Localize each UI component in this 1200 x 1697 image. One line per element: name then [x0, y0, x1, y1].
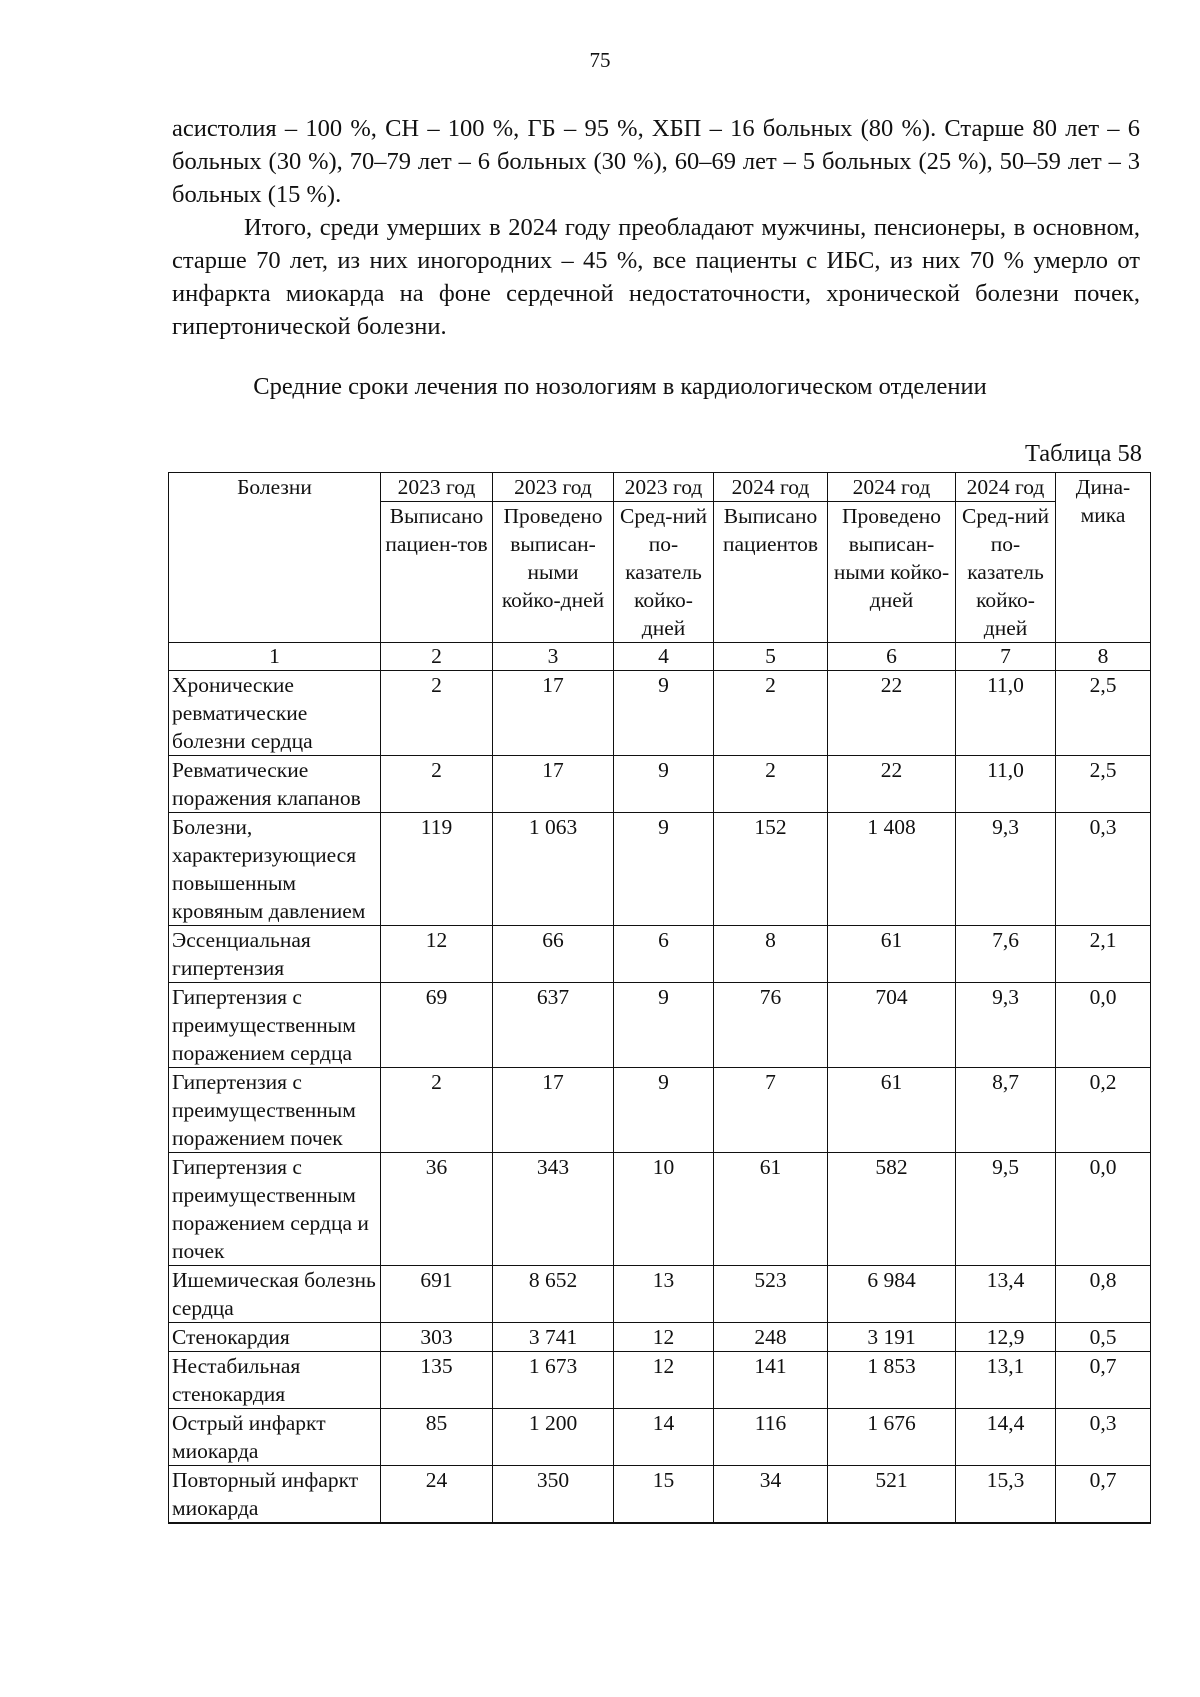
table-cell-c2: 24 [381, 1466, 493, 1524]
table-cell-c4: 6 [614, 926, 714, 983]
table-cell-c2: 2 [381, 671, 493, 756]
table-cell-c2: 2 [381, 756, 493, 813]
table-cell-c2: 85 [381, 1409, 493, 1466]
header-year: 2023 год [381, 473, 493, 502]
table-row [169, 1068, 1151, 1153]
table-cell-c3: 637 [493, 983, 614, 1068]
table-cell-c3: 66 [493, 926, 614, 983]
table-cell-c7: 11,0 [956, 756, 1056, 813]
table-cell-c2: 135 [381, 1352, 493, 1409]
table-cell-c7: 14,4 [956, 1409, 1056, 1466]
table-cell-c5: 34 [714, 1466, 828, 1524]
table-row [169, 1466, 1151, 1524]
table-cell-c2: 303 [381, 1323, 493, 1352]
table-title: Средние сроки лечения по нозологиям в кардиологическом отделении [253, 373, 987, 400]
table-cell-c7: 9,3 [956, 813, 1056, 926]
table-cell-c4: 9 [614, 813, 714, 926]
table-cell-c6: 1 676 [828, 1409, 956, 1466]
table-cell-c3: 350 [493, 1466, 614, 1524]
column-number: 2 [381, 643, 493, 671]
table-row [169, 671, 1151, 756]
header-dynamics: Дина-мика [1056, 473, 1151, 643]
table-label: Таблица 58 [1024, 440, 1142, 467]
disease-name: Ревматические поражения клапанов [169, 756, 381, 813]
disease-name: Повторный инфаркт миокарда [169, 1466, 381, 1524]
disease-name: Стенокардия [169, 1323, 381, 1352]
table-row [169, 1409, 1151, 1466]
table-cell-c2: 69 [381, 983, 493, 1068]
table-cell-c5: 61 [714, 1153, 828, 1266]
table-row [169, 756, 1151, 813]
disease-name: Нестабильная стенокардия [169, 1352, 381, 1409]
disease-name: Хронические ревматические болезни сердца [169, 671, 381, 756]
table-cell-c8: 0,2 [1056, 1068, 1151, 1153]
table-cell-c4: 12 [614, 1323, 714, 1352]
table-cell-c5: 141 [714, 1352, 828, 1409]
table-cell-c2: 12 [381, 926, 493, 983]
table-cell-c3: 1 200 [493, 1409, 614, 1466]
table-cell-c7: 9,5 [956, 1153, 1056, 1266]
table-row [169, 1153, 1151, 1266]
table-cell-c5: 2 [714, 671, 828, 756]
header-sub: Проведено выписан-ными койко-дней [493, 502, 614, 643]
table-cell-c2: 36 [381, 1153, 493, 1266]
table-cell-c4: 9 [614, 1068, 714, 1153]
header-diseases: Болезни [169, 473, 381, 643]
table-cell-c4: 12 [614, 1352, 714, 1409]
table-cell-c7: 11,0 [956, 671, 1056, 756]
table-cell-c8: 0,3 [1056, 813, 1151, 926]
table-cell-c3: 8 652 [493, 1266, 614, 1323]
table-cell-c4: 9 [614, 671, 714, 756]
header-year: 2023 год [614, 473, 714, 502]
table-cell-c6: 1 853 [828, 1352, 956, 1409]
header-year: 2024 год [828, 473, 956, 502]
table-cell-c3: 1 673 [493, 1352, 614, 1409]
table-cell-c7: 13,1 [956, 1352, 1056, 1409]
table-cell-c8: 2,5 [1056, 671, 1151, 756]
paragraph: Итого, среди умерших в 2024 году преобладают мужчины, пенсионеры, в основном, старше 70 лет, из них иногородних – 45 %, все пациенты с ИБС, из них 70 % умерло от инфаркта миокарда на фоне сердечной недостаточности, хронической болезни почек, гипертонической болезни. [172, 214, 1140, 340]
header-year: 2024 год [956, 473, 1056, 502]
column-number: 3 [493, 643, 614, 671]
table-cell-c3: 17 [493, 1068, 614, 1153]
table-cell-c5: 523 [714, 1266, 828, 1323]
paragraph: асистолия – 100 %, СН – 100 %, ГБ – 95 %, ХБП – 16 больных (80 %). Старше 80 лет – 6 больных (30 %), 70–79 лет – 6 больных (30 %), 60–69 лет – 5 больных (25 %), 50–59 лет – 3 больных (15 %). [172, 115, 1140, 208]
column-number-row [169, 643, 1151, 671]
table-cell-c3: 17 [493, 756, 614, 813]
table-cell-c8: 0,3 [1056, 1409, 1151, 1466]
table-cell-c6: 3 191 [828, 1323, 956, 1352]
table-cell-c5: 248 [714, 1323, 828, 1352]
header-year: 2024 год [714, 473, 828, 502]
table-cell-c6: 61 [828, 1068, 956, 1153]
table-cell-c4: 15 [614, 1466, 714, 1524]
table-cell-c6: 1 408 [828, 813, 956, 926]
table-cell-c2: 691 [381, 1266, 493, 1323]
column-number: 5 [714, 643, 828, 671]
table-row [169, 1266, 1151, 1323]
table-cell-c4: 10 [614, 1153, 714, 1266]
disease-name: Гипертензия с преимущественным поражением сердца [169, 983, 381, 1068]
column-number: 4 [614, 643, 714, 671]
table-cell-c8: 0,8 [1056, 1266, 1151, 1323]
table-cell-c8: 2,5 [1056, 756, 1151, 813]
table-cell-c8: 0,7 [1056, 1352, 1151, 1409]
table-cell-c4: 13 [614, 1266, 714, 1323]
table-cell-c3: 3 741 [493, 1323, 614, 1352]
table-cell-c6: 582 [828, 1153, 956, 1266]
header-sub: Сред-ний по-казатель койко-дней [614, 502, 714, 643]
table-row [169, 1323, 1151, 1352]
table-cell-c5: 2 [714, 756, 828, 813]
table-cell-c2: 119 [381, 813, 493, 926]
table-cell-c3: 1 063 [493, 813, 614, 926]
table-body [169, 671, 1151, 1524]
page-number: 75 [589, 48, 611, 72]
table-cell-c6: 704 [828, 983, 956, 1068]
table-cell-c6: 6 984 [828, 1266, 956, 1323]
disease-name: Гипертензия с преимущественным поражением почек [169, 1068, 381, 1153]
table-cell-c6: 22 [828, 756, 956, 813]
disease-name: Эссенциальная гипертензия [169, 926, 381, 983]
disease-name: Болезни, характеризующиеся повышенным кровяным давлением [169, 813, 381, 926]
header-year: 2023 год [493, 473, 614, 502]
column-number: 6 [828, 643, 956, 671]
column-number: 1 [169, 643, 381, 671]
table-cell-c5: 8 [714, 926, 828, 983]
header-sub: Проведено выписан-ными койко-дней [828, 502, 956, 643]
table-cell-c5: 116 [714, 1409, 828, 1466]
table-cell-c4: 14 [614, 1409, 714, 1466]
disease-name: Гипертензия с преимущественным поражением сердца и почек [169, 1153, 381, 1266]
table-cell-c4: 9 [614, 983, 714, 1068]
body-text [172, 112, 1140, 343]
table-cell-c7: 7,6 [956, 926, 1056, 983]
table-row [169, 813, 1151, 926]
column-number: 8 [1056, 643, 1151, 671]
table-cell-c7: 8,7 [956, 1068, 1056, 1153]
disease-name: Острый инфаркт миокарда [169, 1409, 381, 1466]
table-cell-c7: 13,4 [956, 1266, 1056, 1323]
table-cell-c7: 15,3 [956, 1466, 1056, 1524]
header-sub: Сред-ний по-казатель койко-дней [956, 502, 1056, 643]
table-row [169, 926, 1151, 983]
table-cell-c6: 61 [828, 926, 956, 983]
table-cell-c6: 521 [828, 1466, 956, 1524]
header-sub: Выписано пациентов [714, 502, 828, 643]
table-cell-c3: 343 [493, 1153, 614, 1266]
table-cell-c5: 7 [714, 1068, 828, 1153]
table-cell-c3: 17 [493, 671, 614, 756]
table-cell-c8: 2,1 [1056, 926, 1151, 983]
treatment-duration-table [168, 472, 1151, 1524]
table-cell-c2: 2 [381, 1068, 493, 1153]
disease-name: Ишемическая болезнь сердца [169, 1266, 381, 1323]
table-cell-c8: 0,0 [1056, 983, 1151, 1068]
table-cell-c7: 9,3 [956, 983, 1056, 1068]
column-number: 7 [956, 643, 1056, 671]
table-cell-c6: 22 [828, 671, 956, 756]
table-cell-c5: 152 [714, 813, 828, 926]
table-cell-c8: 0,5 [1056, 1323, 1151, 1352]
table-cell-c7: 12,9 [956, 1323, 1056, 1352]
table-cell-c8: 0,0 [1056, 1153, 1151, 1266]
table-cell-c4: 9 [614, 756, 714, 813]
table-row [169, 983, 1151, 1068]
header-sub: Выписано пациен-тов [381, 502, 493, 643]
table-cell-c5: 76 [714, 983, 828, 1068]
table-cell-c8: 0,7 [1056, 1466, 1151, 1524]
table-row [169, 1352, 1151, 1409]
